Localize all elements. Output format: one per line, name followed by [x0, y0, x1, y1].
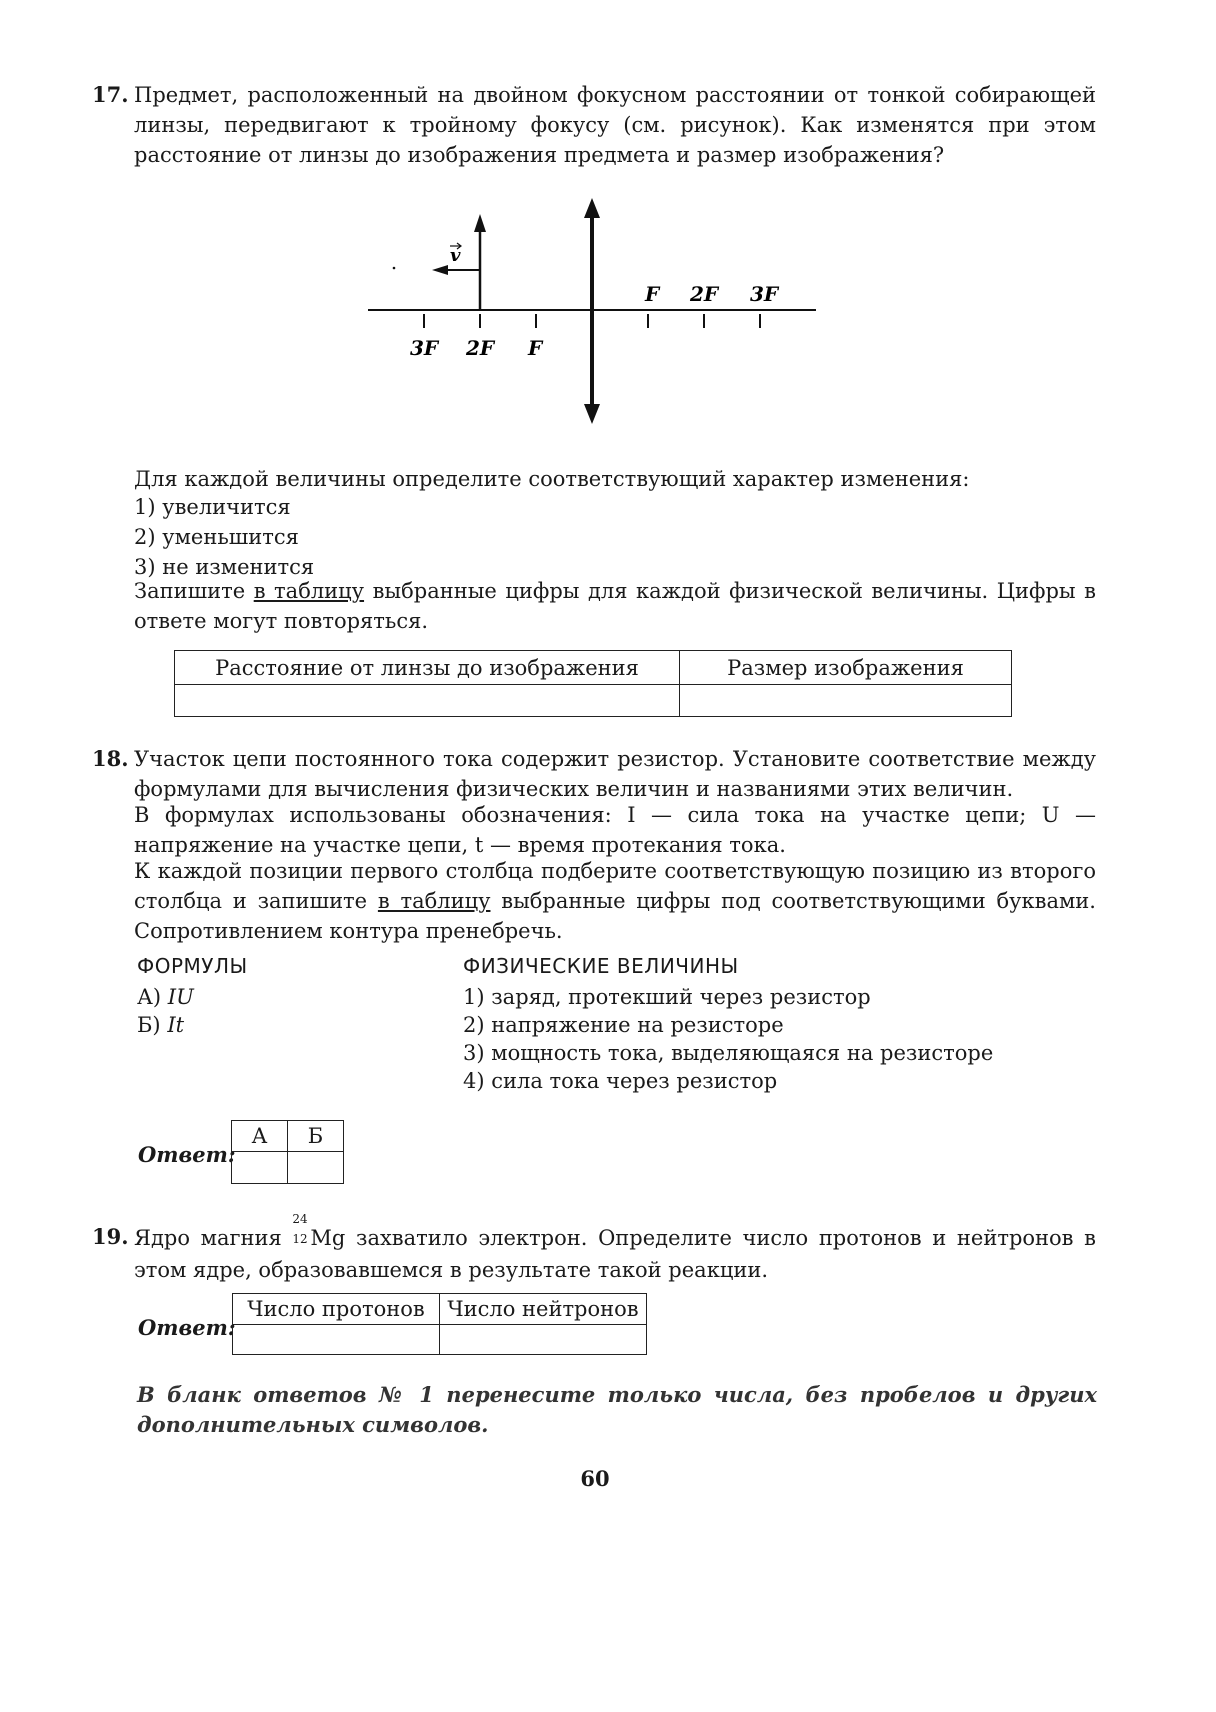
header-neutrons: Число нейтронов	[440, 1294, 647, 1325]
quantity-3: 3) мощность тока, выделяющаяся на резисторе	[463, 1041, 994, 1065]
velocity-label: v	[450, 245, 461, 266]
formula-b: Б) It	[137, 1013, 185, 1037]
header-image-distance: Расстояние от линзы до изображения	[175, 651, 680, 685]
answer-cell-distance[interactable]	[175, 685, 680, 717]
option-3: 3) не изменится	[134, 555, 315, 579]
lens-diagram	[360, 190, 830, 440]
formula-list	[137, 983, 194, 1039]
question-18-text-3	[134, 856, 1096, 946]
header-a: А	[232, 1121, 288, 1152]
isotope-mass: 24	[292, 1212, 308, 1226]
question-19-text	[134, 1212, 1096, 1286]
label-right-2f: 2F	[690, 282, 719, 306]
question-17-write-instruction	[134, 576, 1096, 636]
answer-label-18: Ответ:	[138, 1142, 236, 1167]
option-1: 1) увеличится	[134, 495, 291, 519]
question-18-text-1: Участок цепи постоянного тока содержит резистор. Установите соответствие между формулами для вычисления физических величин и названиями этих величин.	[134, 747, 1096, 801]
header-protons: Число протонов	[233, 1294, 440, 1325]
quantity-2: 2) напряжение на резисторе	[463, 1013, 784, 1037]
question-17-instruction: Для каждой величины определите соответствующий характер изменения:	[134, 467, 970, 491]
label-right-3f: 3F	[750, 282, 779, 306]
label-left-3f: 3F	[410, 336, 439, 360]
quantity-4: 4) сила тока через резистор	[463, 1069, 778, 1093]
option-list	[134, 492, 314, 582]
q19-text-suffix: захватило электрон. Определите число протонов и нейтронов в этом ядре, образовавшемся в результате такой реакции.	[134, 1226, 1096, 1282]
answer-cell-size[interactable]	[680, 685, 1012, 717]
answer-sheet-note: В бланк ответов № 1 перенесите только числа, без пробелов и других дополнительных символов.	[137, 1382, 1097, 1437]
formula-b-expr: It	[167, 1013, 185, 1037]
question-19-number: 19.	[92, 1224, 129, 1249]
formula-a-expr: IU	[167, 985, 194, 1009]
answer-label-19: Ответ:	[138, 1315, 236, 1340]
option-2: 2) уменьшится	[134, 525, 299, 549]
answer-table-18	[231, 1120, 344, 1184]
write-prefix: Запишите	[134, 579, 254, 603]
isotope-symbol: Mg	[310, 1226, 346, 1250]
quantity-1: 1) заряд, протекший через резистор	[463, 985, 871, 1009]
answer-cell-a[interactable]	[232, 1152, 288, 1184]
formulas-heading: ФОРМУЛЫ	[137, 954, 248, 978]
answer-cell-b[interactable]	[288, 1152, 344, 1184]
quantity-list	[463, 983, 993, 1095]
question-18-text-2: В формулах использованы обозначения: I — сила тока на участке цепи; U — напряжение на участке цепи, t — время протекания тока.	[134, 803, 1096, 857]
lens-top-arrow	[584, 198, 600, 218]
question-17-number: 17.	[92, 82, 129, 107]
table-link: в таблицу	[377, 889, 491, 913]
page-number: 60	[580, 1466, 610, 1491]
isotope	[292, 1212, 346, 1254]
text3-prefix: К каждой позиции первого столбца подберите соответствующую позицию из второго столбца и запишите	[134, 859, 1096, 913]
formula-a: А) IU	[137, 985, 194, 1009]
answer-table-19	[232, 1293, 647, 1355]
header-b: Б	[288, 1121, 344, 1152]
question-17-text: Предмет, расположенный на двойном фокусном расстоянии от тонкой собирающей линзы, передвигают к тройному фокусу (см. рисунок). Как изменятся при этом расстояние от линзы до изображения предмета и размер изображения?	[134, 83, 1096, 167]
header-image-size: Размер изображения	[680, 651, 1012, 685]
answer-table-17	[174, 650, 1012, 717]
question-18-number: 18.	[92, 746, 129, 771]
isotope-charge: 12	[292, 1232, 308, 1246]
label-left-f: F	[528, 336, 543, 360]
label-right-f: F	[645, 282, 660, 306]
write-suffix: выбранные цифры для каждой физической величины. Цифры в ответе могут повторяться.	[134, 579, 1096, 633]
answer-cell-protons[interactable]	[233, 1325, 440, 1355]
q19-text-prefix: Ядро магния	[134, 1226, 293, 1250]
answer-cell-neutrons[interactable]	[440, 1325, 647, 1355]
text3-suffix: выбранные цифры под соответствующими буквами. Сопротивлением контура пренебречь.	[134, 889, 1096, 943]
lens-bottom-arrow	[584, 404, 600, 424]
table-link: в таблицу	[253, 579, 365, 603]
label-left-2f: 2F	[466, 336, 495, 360]
quantities-heading: ФИЗИЧЕСКИЕ ВЕЛИЧИНЫ	[463, 954, 739, 978]
